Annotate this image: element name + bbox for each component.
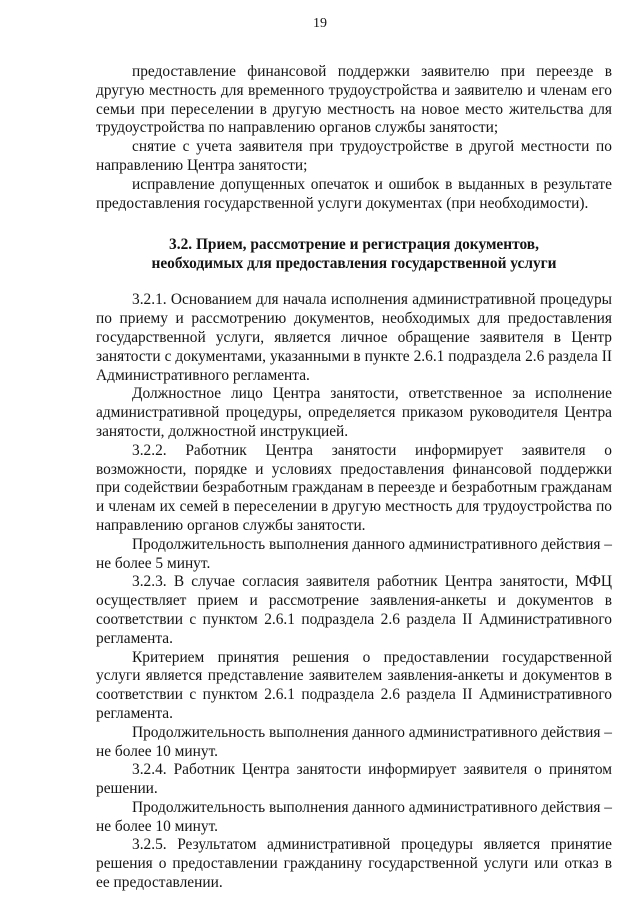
section-heading-line-1: 3.2. Прием, рассмотрение и регистрация документов,	[169, 236, 539, 254]
page-number: 19	[313, 16, 327, 31]
paragraph-3-2-2: 3.2.2. Работник Центра занятости информирует заявителя о возможности, порядке и условиях предоставления финансовой поддержки при содействии безработным гражданам в переезде и безработным гражданам и членам их семей в переселении в другую местность для трудоустройства по направлению органов службы занятости.	[96, 441, 612, 534]
paragraph-duration-10-min-a: Продолжительность выполнения данного административного действия – не более 10 минут.	[96, 723, 612, 760]
document-body	[96, 63, 612, 893]
paragraph-deregistration: снятие с учета заявителя при трудоустройстве в другой местности по направлению Центра занятости;	[96, 138, 612, 174]
section-heading	[96, 235, 612, 273]
paragraph-decision-criterion: Критерием принятия решения о предоставлении государственной услуги является представление заявителем заявления-анкеты и документов в соответствии с пунктом 2.6.1 подраздела 2.6 раздела II Административного регламента.	[96, 648, 612, 722]
paragraph-duration-10-min-b: Продолжительность выполнения данного административного действия – не более 10 минут.	[96, 798, 612, 835]
paragraph-3-2-5: 3.2.5. Результатом административной процедуры является принятие решения о предоставлении гражданину государственной услуги или отказ в ее предоставлении.	[96, 836, 612, 892]
section-heading-line-2: необходимых для предоставления государственной услуги	[151, 255, 557, 273]
paragraph-financial-support: предоставление финансовой поддержки заявителю при переезде в другую местность для временного трудоустройства и заявителю и членам его семьи при переселении в другую местность на новое место жительства для трудоустройства по направлению органов службы занятости;	[96, 63, 612, 137]
paragraph-duration-5-min: Продолжительность выполнения данного административного действия – не более 5 минут.	[96, 535, 612, 572]
paragraph-3-2-1: 3.2.1. Основанием для начала исполнения административной процедуры по приему и рассмотрению документов, необходимых для предоставления государственной услуги, является личное обращение заявителя в Центр занятости с документами, указанными в пункте 2.6.1 подраздела 2.6 раздела II Административного регламента.	[96, 291, 612, 384]
paragraph-3-2-3: 3.2.3. В случае согласия заявителя работник Центра занятости, МФЦ осуществляет прием и рассмотрение заявления-анкеты и документов в соответствии с пунктом 2.6.1 подраздела 2.6 раздела II Административного регламента.	[96, 573, 612, 647]
paragraph-3-2-4: 3.2.4. Работник Центра занятости информирует заявителя о принятом решении.	[96, 761, 612, 798]
paragraph-corrections: исправление допущенных опечаток и ошибок в выданных в результате предоставления государственной услуги документах (при необходимости).	[96, 175, 612, 212]
paragraph-responsible-official: Должностное лицо Центра занятости, ответственное за исполнение административной процедуры, определяется приказом руководителя Центра занятости, должностной инструкцией.	[96, 385, 612, 440]
